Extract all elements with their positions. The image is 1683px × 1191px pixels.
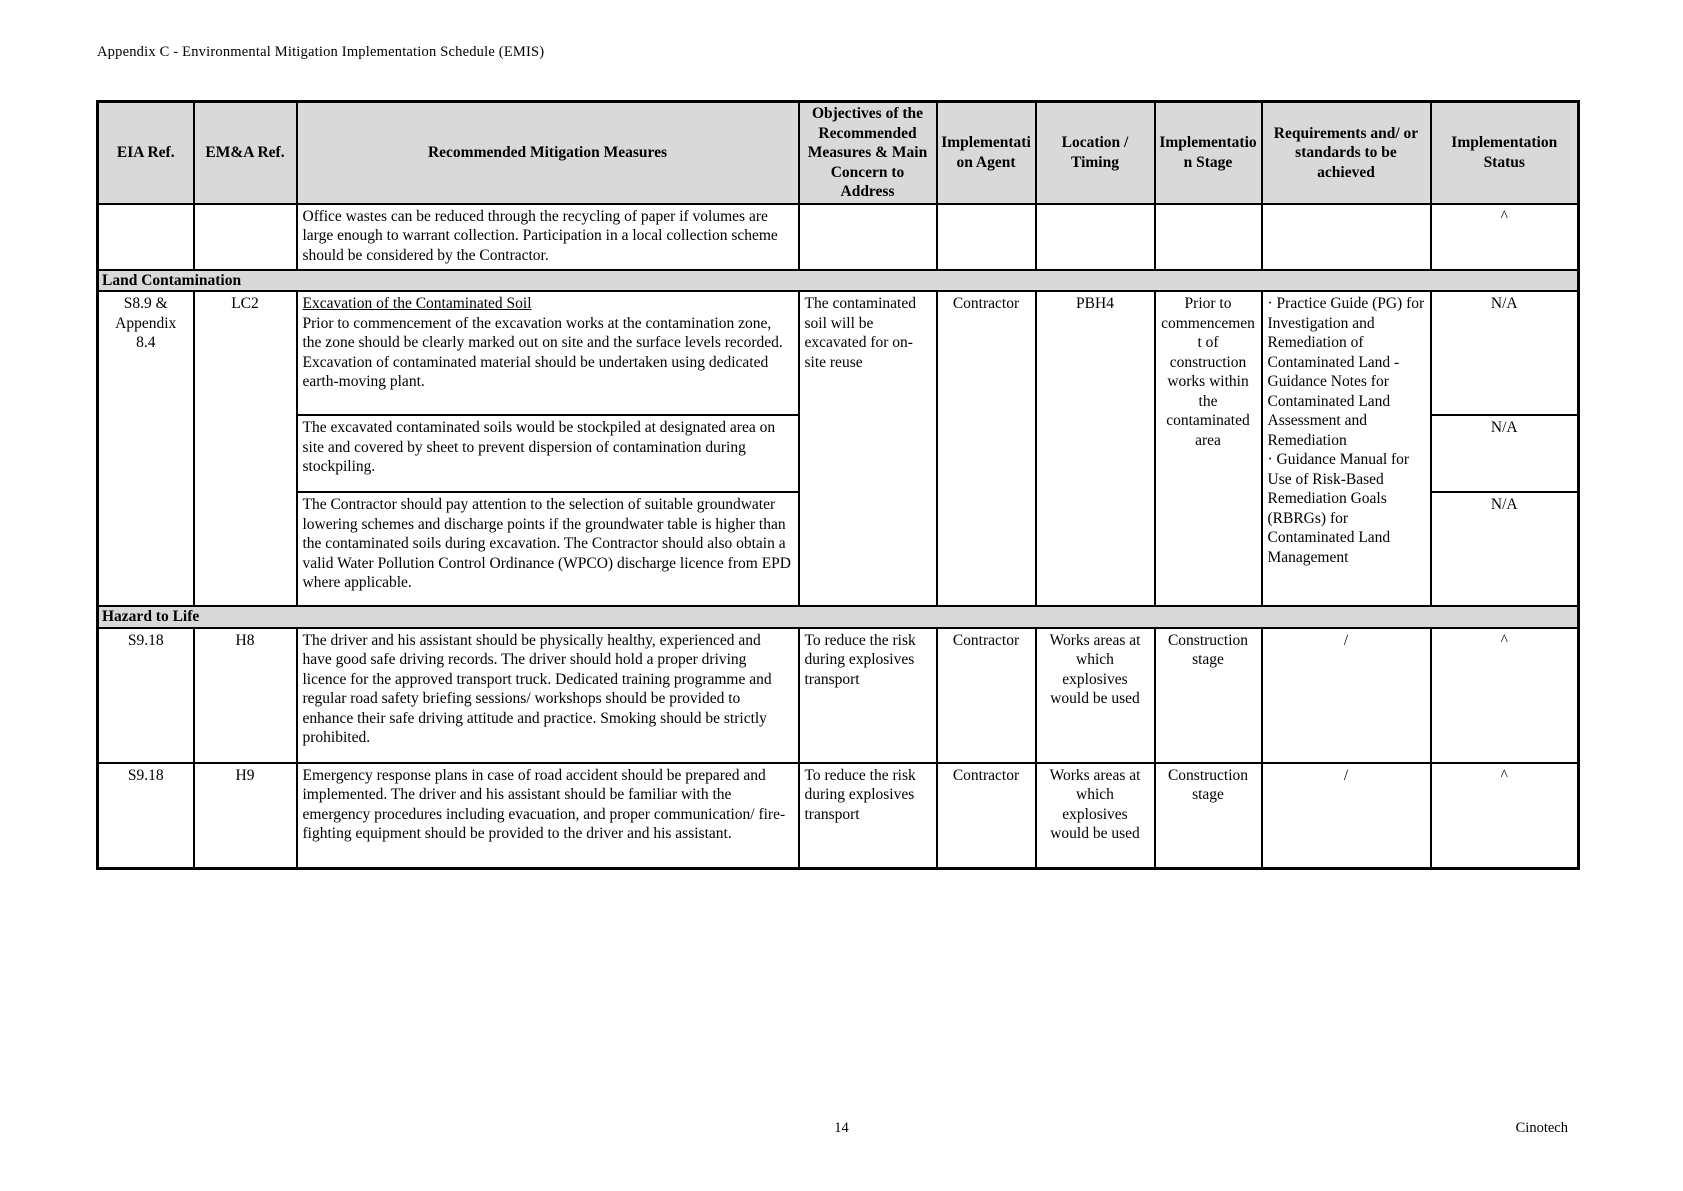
table-header-row — [98, 102, 1579, 204]
cell-lc2-status-1: N/A — [1431, 291, 1579, 415]
cell-office-measures: Office wastes can be reduced through the recycling of paper if volumes are large enough to warrant collection. Participation in a local collection scheme should be considered by the Contractor. — [297, 204, 799, 270]
cell-lc2-measure-3: The Contractor should pay attention to the selection of suitable groundwater lowering schemes and discharge points if the groundwater table is higher than the contaminated soils during excavation. The Contractor should also obtain a valid Water Pollution Control Ordinance (WPCO) discharge licence from EPD where applicable. — [297, 492, 799, 606]
cell-h9-agent: Contractor — [937, 763, 1036, 869]
section-row-hazard-to-life — [98, 606, 1579, 628]
cell-lc2-objective: The contaminated soil will be excavated for on-site reuse — [799, 291, 937, 606]
cell-h9-location: Works areas at which explosives would be used — [1036, 763, 1155, 869]
page-footer — [0, 1120, 1683, 1137]
cell-lc2-measure-1 — [297, 291, 799, 415]
section-row-land-contamination — [98, 270, 1579, 292]
cell-h9-stage: Construction stage — [1155, 763, 1262, 869]
col-header-implementation-stage: Implementation Stage — [1155, 102, 1262, 204]
cell-h8-eia: S9.18 — [98, 628, 194, 763]
cell-office-status: ^ — [1431, 204, 1579, 270]
cell-lc2-status-3: N/A — [1431, 492, 1579, 606]
lc2-requirement-2: · Guidance Manual for Use of Risk-Based Remediation Goals (RBRGs) for Contaminated Land Management — [1267, 451, 1410, 566]
cell-h8-requirements: / — [1262, 628, 1431, 763]
lc2-measure-1-text: Prior to commencement of the excavation works at the contamination zone, the zone should be clearly marked out on site and the surface levels recorded. Excavation of contaminated material should be undertaken using dedicated earth-moving plant. — [302, 314, 783, 391]
cell-h9-status: ^ — [1431, 763, 1579, 869]
cell-office-requirements — [1262, 204, 1431, 270]
cell-h9-eia: S9.18 — [98, 763, 194, 869]
row-office-wastes — [98, 204, 1579, 270]
cell-h8-measures: The driver and his assistant should be physically healthy, experienced and have good safe driving records. The driver should hold a proper driving licence for the approved transport truck. Dedicated training programme and regular road safety briefing sessions/ workshops should be provided to enhance their safe driving attitude and practice. Smoking should be strictly prohibited. — [297, 628, 799, 763]
col-header-objectives: Objectives of the Recommended Measures & Main Concern to Address — [799, 102, 937, 204]
cell-office-objective — [799, 204, 937, 270]
col-header-mitigation-measures: Recommended Mitigation Measures — [297, 102, 799, 204]
cell-office-agent — [937, 204, 1036, 270]
row-h9 — [98, 763, 1579, 869]
publisher-name: Cinotech — [1515, 1120, 1568, 1136]
cell-h8-status: ^ — [1431, 628, 1579, 763]
cell-office-stage — [1155, 204, 1262, 270]
section-label-land-contamination: Land Contamination — [98, 270, 1579, 292]
cell-h9-objective: To reduce the risk during explosives transport — [799, 763, 937, 869]
col-header-requirements: Requirements and/ or standards to be achieved — [1262, 102, 1431, 204]
col-header-location-timing: Location / Timing — [1036, 102, 1155, 204]
lc2-requirement-1: · Practice Guide (PG) for Investigation and Remediation of Contaminated Land - Guidance Notes for Contaminated Land Assessment and Remediation — [1267, 295, 1425, 449]
cell-h8-objective: To reduce the risk during explosives transport — [799, 628, 937, 763]
cell-h8-agent: Contractor — [937, 628, 1036, 763]
cell-office-ema — [194, 204, 297, 270]
cell-lc2-status-2: N/A — [1431, 415, 1579, 492]
page-number: 14 — [834, 1120, 849, 1136]
col-header-ema-ref: EM&A Ref. — [194, 102, 297, 204]
cell-lc2-eia: S8.9 & Appendix 8.4 — [98, 291, 194, 606]
cell-h9-measures: Emergency response plans in case of road accident should be prepared and implemented. The driver and his assistant should be familiar with the emergency procedures including evacuation, and proper communication/ fire-fighting equipment should be provided to the driver and his assistant. — [297, 763, 799, 869]
cell-h8-location: Works areas at which explosives would be used — [1036, 628, 1155, 763]
cell-office-eia — [98, 204, 194, 270]
lc2-measure-1-heading: Excavation of the Contaminated Soil — [302, 295, 532, 313]
cell-h8-ema: H8 — [194, 628, 297, 763]
cell-h8-stage: Construction stage — [1155, 628, 1262, 763]
cell-lc2-location: PBH4 — [1036, 291, 1155, 606]
section-label-hazard-to-life: Hazard to Life — [98, 606, 1579, 628]
emis-table — [96, 100, 1580, 870]
row-lc2-sub1 — [98, 291, 1579, 415]
cell-office-location — [1036, 204, 1155, 270]
col-header-eia-ref: EIA Ref. — [98, 102, 194, 204]
cell-lc2-ema: LC2 — [194, 291, 297, 606]
cell-lc2-measure-2: The excavated contaminated soils would be stockpiled at designated area on site and covered by sheet to prevent dispersion of contamination during stockpiling. — [297, 415, 799, 492]
page-title: Appendix C - Environmental Mitigation Implementation Schedule (EMIS) — [97, 44, 545, 60]
cell-lc2-requirements — [1262, 291, 1431, 606]
cell-lc2-stage: Prior to commencement of construction works within the contaminated area — [1155, 291, 1262, 606]
cell-h9-requirements: / — [1262, 763, 1431, 869]
col-header-implementation-agent: Implementation Agent — [937, 102, 1036, 204]
col-header-implementation-status: Implementation Status — [1431, 102, 1579, 204]
row-h8 — [98, 628, 1579, 763]
cell-h9-ema: H9 — [194, 763, 297, 869]
cell-lc2-agent: Contractor — [937, 291, 1036, 606]
